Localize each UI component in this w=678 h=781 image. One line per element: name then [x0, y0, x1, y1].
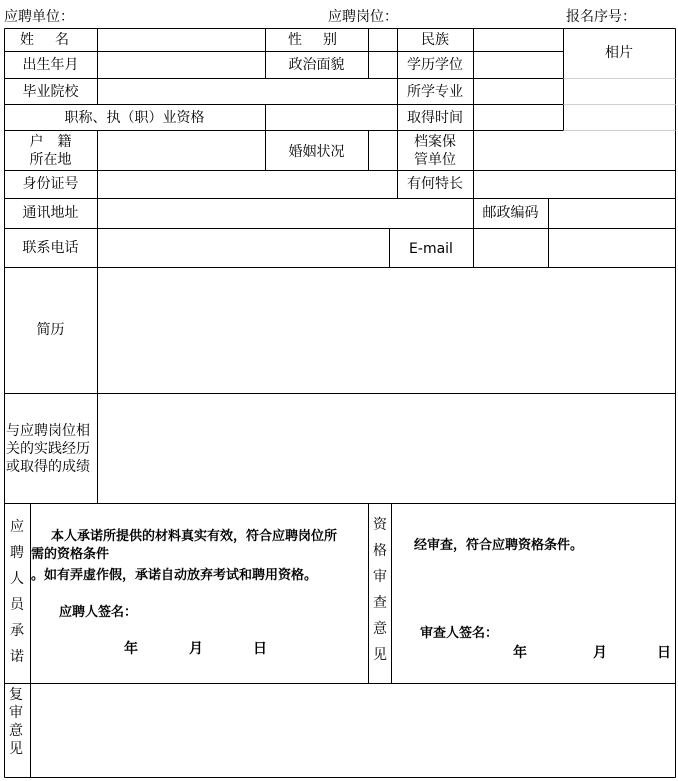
marital-field[interactable] [369, 131, 397, 170]
promise-text-line2: 需的资格条件 [31, 547, 110, 562]
name-label: 姓 名 [20, 32, 69, 48]
review-year: 年 [513, 645, 527, 661]
school-label: 毕业院校 [22, 84, 79, 100]
promise-text-line1: 本人承诺所提供的材料真实有效，符合应聘岗位所 [51, 529, 338, 544]
political-label: 政治面貌 [288, 57, 345, 73]
degree-field[interactable] [474, 52, 563, 78]
unit-label: 应聘单位： [4, 9, 74, 25]
resume-label: 简历 [36, 322, 65, 338]
qualification-label: 职称、执（职）业资格 [64, 110, 205, 126]
archive-field[interactable] [474, 131, 675, 170]
major-label: 所学专业 [407, 84, 463, 100]
id-number-label: 身份证号 [22, 176, 79, 192]
review-label: 资 格 审 查 意 见 [373, 517, 387, 663]
email-label: E-mail [409, 241, 453, 257]
ethnicity-label: 民族 [421, 32, 449, 48]
ethnicity-field[interactable] [474, 29, 563, 51]
review-day: 日 [657, 645, 671, 661]
name-field[interactable] [98, 29, 265, 51]
marital-label: 婚姻状况 [288, 144, 345, 160]
email-field[interactable] [474, 229, 675, 267]
obtain-time-label: 取得时间 [407, 110, 463, 126]
school-field[interactable] [98, 79, 397, 104]
phone-field[interactable] [98, 229, 389, 267]
photo-label: 相片 [605, 45, 633, 61]
specialty-label: 有何特长 [407, 176, 463, 192]
major-field[interactable] [474, 79, 563, 104]
resume-field[interactable] [98, 268, 675, 393]
postcode-field[interactable] [549, 199, 675, 228]
promise-day: 日 [253, 641, 267, 657]
id-number-field[interactable] [98, 171, 397, 198]
gender-label: 性 别 [288, 32, 337, 48]
recheck-field[interactable] [31, 684, 675, 777]
promise-year: 年 [124, 641, 138, 657]
promise-signature-label: 应聘人签名： [59, 605, 138, 620]
archive-label-line2: 管单位 [414, 152, 456, 168]
postcode-label: 邮政编码 [482, 205, 539, 221]
political-field[interactable] [369, 52, 397, 78]
birth-label: 出生年月 [22, 57, 79, 73]
promise-month: 月 [189, 641, 203, 657]
experience-field[interactable] [98, 394, 675, 503]
promise-text-line3: 。如有弄虚作假，承诺自动放弃考试和聘用资格。 [31, 568, 318, 583]
serial-label: 报名序号： [566, 9, 636, 25]
archive-label-line1: 档案保 [414, 134, 456, 150]
obtain-time-field[interactable] [474, 105, 563, 130]
birth-field[interactable] [98, 52, 265, 78]
position-label: 应聘岗位： [328, 9, 398, 25]
gender-field[interactable] [369, 29, 397, 51]
review-signature-label: 审查人签名： [420, 626, 499, 641]
address-field[interactable] [98, 199, 473, 228]
recheck-label: 复 审 意 见 [9, 687, 23, 757]
address-label: 通讯地址 [22, 205, 79, 221]
promise-label: 应 聘 人 员 承 诺 [10, 519, 24, 665]
phone-label: 联系电话 [22, 240, 79, 256]
qualification-field[interactable] [266, 105, 397, 130]
hukou-label-line2: 所在地 [29, 152, 72, 168]
hukou-label-line1: 户 籍 [29, 134, 72, 150]
experience-label: 与应聘岗位相 关的实践经历 或取得的成绩 [6, 423, 90, 475]
degree-label: 学历学位 [407, 57, 463, 73]
review-text: 经审查，符合应聘资格条件。 [414, 538, 584, 553]
review-month: 月 [593, 645, 607, 661]
hukou-field[interactable] [98, 131, 265, 170]
specialty-field[interactable] [474, 171, 675, 198]
